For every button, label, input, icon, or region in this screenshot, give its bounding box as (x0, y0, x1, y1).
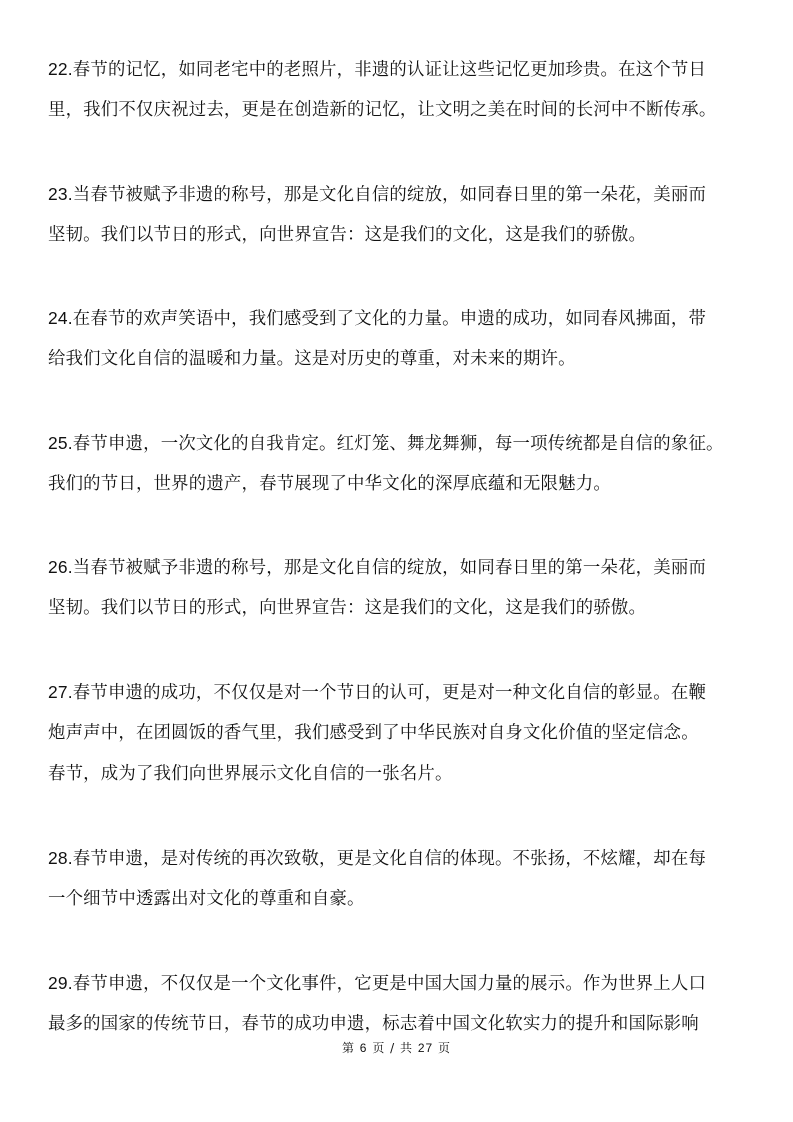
footer-middle: 页 / 共 (372, 1041, 413, 1055)
paragraph-number: 29. (48, 973, 73, 993)
footer-suffix: 页 (438, 1041, 452, 1055)
paragraph-line: 春节申遗，不仅仅是一个文化事件，它更是中国大国力量的展示。作为世界上人口 (72, 974, 707, 994)
paragraph-number: 28. (48, 848, 73, 868)
paragraph-number: 25. (48, 433, 73, 453)
paragraph-number: 27. (48, 682, 73, 702)
paragraph-line: 春节申遗，是对传统的再次致敬，更是文化自信的体现。不张扬，不炫耀，却在每 (72, 849, 707, 869)
paragraph-25 (48, 423, 760, 505)
paragraph-number: 22. (48, 59, 73, 79)
paragraph-line: 春节申遗，一次文化的自我肯定。红灯笼、舞龙舞狮，每一项传统都是自信的象征。 (72, 434, 724, 454)
paragraph-24 (48, 298, 760, 380)
paragraph-number: 26. (48, 557, 73, 577)
paragraph-number: 24. (48, 308, 73, 328)
paragraph-line: 炮声声中，在团圆饭的香气里，我们感受到了中华民族对自身文化价值的坚定信念。 (48, 723, 699, 743)
paragraph-line: 春节申遗的成功，不仅仅是对一个节日的认可，更是对一种文化自信的彰显。在鞭 (72, 683, 707, 703)
paragraph-27 (48, 672, 760, 795)
current-page-number: 6 (359, 1041, 368, 1055)
paragraph-line: 春节，成为了我们向世界展示文化自信的一张名片。 (48, 764, 453, 784)
total-page-count: 27 (417, 1041, 434, 1055)
paragraph-line: 坚韧。我们以节日的形式，向世界宣告：这是我们的文化，这是我们的骄傲。 (48, 598, 647, 618)
paragraph-line: 坚韧。我们以节日的形式，向世界宣告：这是我们的文化，这是我们的骄傲。 (48, 225, 647, 245)
paragraph-line: 当春节被赋予非遗的称号，那是文化自信的绽放，如同春日里的第一朵花，美丽而 (72, 558, 707, 578)
paragraph-22 (48, 49, 760, 131)
paragraph-line: 春节的记忆，如同老宅中的老照片，非遗的认证让这些记忆更加珍贵。在这个节日 (72, 60, 707, 80)
paragraph-line: 给我们文化自信的温暖和力量。这是对历史的尊重，对未来的期许。 (48, 349, 576, 369)
paragraph-line: 里，我们不仅庆祝过去，更是在创造新的记忆，让文明之美在时间的长河中不断传承。 (48, 100, 717, 120)
page-footer (0, 1040, 793, 1056)
paragraph-line: 一个细节中透露出对文化的尊重和自豪。 (48, 889, 365, 909)
paragraph-26 (48, 547, 760, 629)
paragraph-23 (48, 174, 760, 256)
paragraph-29 (48, 963, 760, 1045)
paragraph-number: 23. (48, 184, 73, 204)
paragraph-line: 当春节被赋予非遗的称号，那是文化自信的绽放，如同春日里的第一朵花，美丽而 (72, 185, 707, 205)
paragraph-line: 我们的节日，世界的遗产，春节展现了中华文化的深厚底蕴和无限魅力。 (48, 474, 611, 494)
paragraph-line: 最多的国家的传统节日，春节的成功申遗，标志着中国文化软实力的提升和国际影响 (48, 1014, 699, 1034)
paragraph-28 (48, 838, 760, 920)
paragraph-line: 在春节的欢声笑语中，我们感受到了文化的力量。申遗的成功，如同春风拂面，带 (72, 309, 707, 329)
footer-prefix: 第 (341, 1041, 355, 1055)
